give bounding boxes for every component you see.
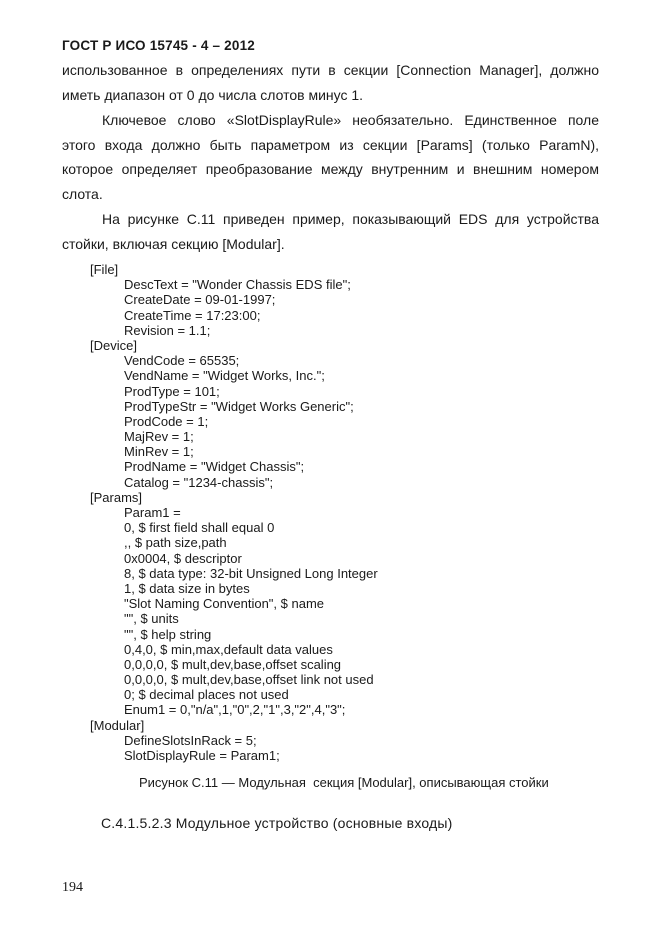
code-line: 0,0,0,0, $ mult,dev,base,offset scaling bbox=[124, 656, 342, 672]
code-line: ProdType = 101; bbox=[124, 383, 220, 399]
paragraph-2: Ключевое слово «SlotDisplayRule» необязательно. Единственное поле этого входа должно быть параметром из секции [Params] (только ParamN), которое определяет преобразование между внутренним и внешним номером слота. bbox=[62, 112, 599, 202]
code-line: "", $ units bbox=[124, 611, 179, 627]
code-line: "Slot Naming Convention", $ name bbox=[124, 596, 325, 612]
code-line: Param1 = bbox=[124, 505, 181, 520]
code-line: CreateDate = 09-01-1997; bbox=[124, 292, 276, 308]
code-line: 0, $ first field shall equal 0 bbox=[124, 520, 275, 536]
code-line: CreateTime = 17:23:00; bbox=[124, 307, 261, 323]
code-section-header: [Params] bbox=[90, 489, 143, 505]
code-section-header: [File] bbox=[90, 262, 119, 277]
code-line: DescText = "Wonder Chassis EDS file"; bbox=[124, 277, 351, 293]
page-number: 194 bbox=[62, 880, 83, 895]
code-line: VendCode = 65535; bbox=[124, 353, 240, 369]
code-line: 0x0004, $ descriptor bbox=[124, 550, 242, 566]
code-line: ProdTypeStr = "Widget Works Generic"; bbox=[124, 398, 354, 414]
code-line: DefineSlotsInRack = 5; bbox=[124, 732, 257, 748]
code-line: SlotDisplayRule = Param1; bbox=[124, 748, 280, 763]
code-line: 0,0,0,0, $ mult,dev,base,offset link not used bbox=[124, 672, 374, 688]
code-line: 1, $ data size in bytes bbox=[124, 580, 250, 596]
code-line: "", $ help string bbox=[124, 626, 212, 642]
document-header: ГОСТ Р ИСО 15745 - 4 – 2012 bbox=[62, 38, 255, 53]
code-line: ProdCode = 1; bbox=[124, 413, 209, 429]
code-line: Revision = 1.1; bbox=[124, 322, 211, 338]
section-subheading: С.4.1.5.2.3 Модульное устройство (основные входы) bbox=[101, 815, 453, 831]
paragraph-3: На рисунке С.11 приведен пример, показывающий EDS для устройства стойки, включая секцию [Modular]. bbox=[62, 211, 599, 252]
code-line: 8, $ data type: 32-bit Unsigned Long Integer bbox=[124, 565, 378, 581]
figure-caption: Рисунок С.11 — Модульная секция [Modular], описывающая стойки bbox=[139, 775, 549, 790]
code-line: MajRev = 1; bbox=[124, 429, 194, 445]
code-section-header: [Device] bbox=[90, 337, 137, 353]
code-line: Catalog = "1234-chassis"; bbox=[124, 474, 274, 490]
paragraph-1: использованное в определениях пути в секции [Connection Manager], должно иметь диапазон от 0 до числа слотов минус 1. bbox=[62, 62, 599, 103]
code-section-header: [Modular] bbox=[90, 717, 145, 733]
code-line: 0,4,0, $ min,max,default data values bbox=[124, 641, 333, 657]
eds-code-listing bbox=[90, 262, 378, 763]
code-line: VendName = "Widget Works, Inc."; bbox=[124, 368, 325, 384]
code-line: Enum1 = 0,"n/a",1,"0",2,"1",3,"2",4,"3"; bbox=[124, 702, 346, 718]
code-line: MinRev = 1; bbox=[124, 444, 194, 460]
code-line: 0; $ decimal places not used bbox=[124, 687, 289, 703]
code-line: ,, $ path size,path bbox=[124, 535, 227, 551]
code-line: ProdName = "Widget Chassis"; bbox=[124, 459, 305, 475]
